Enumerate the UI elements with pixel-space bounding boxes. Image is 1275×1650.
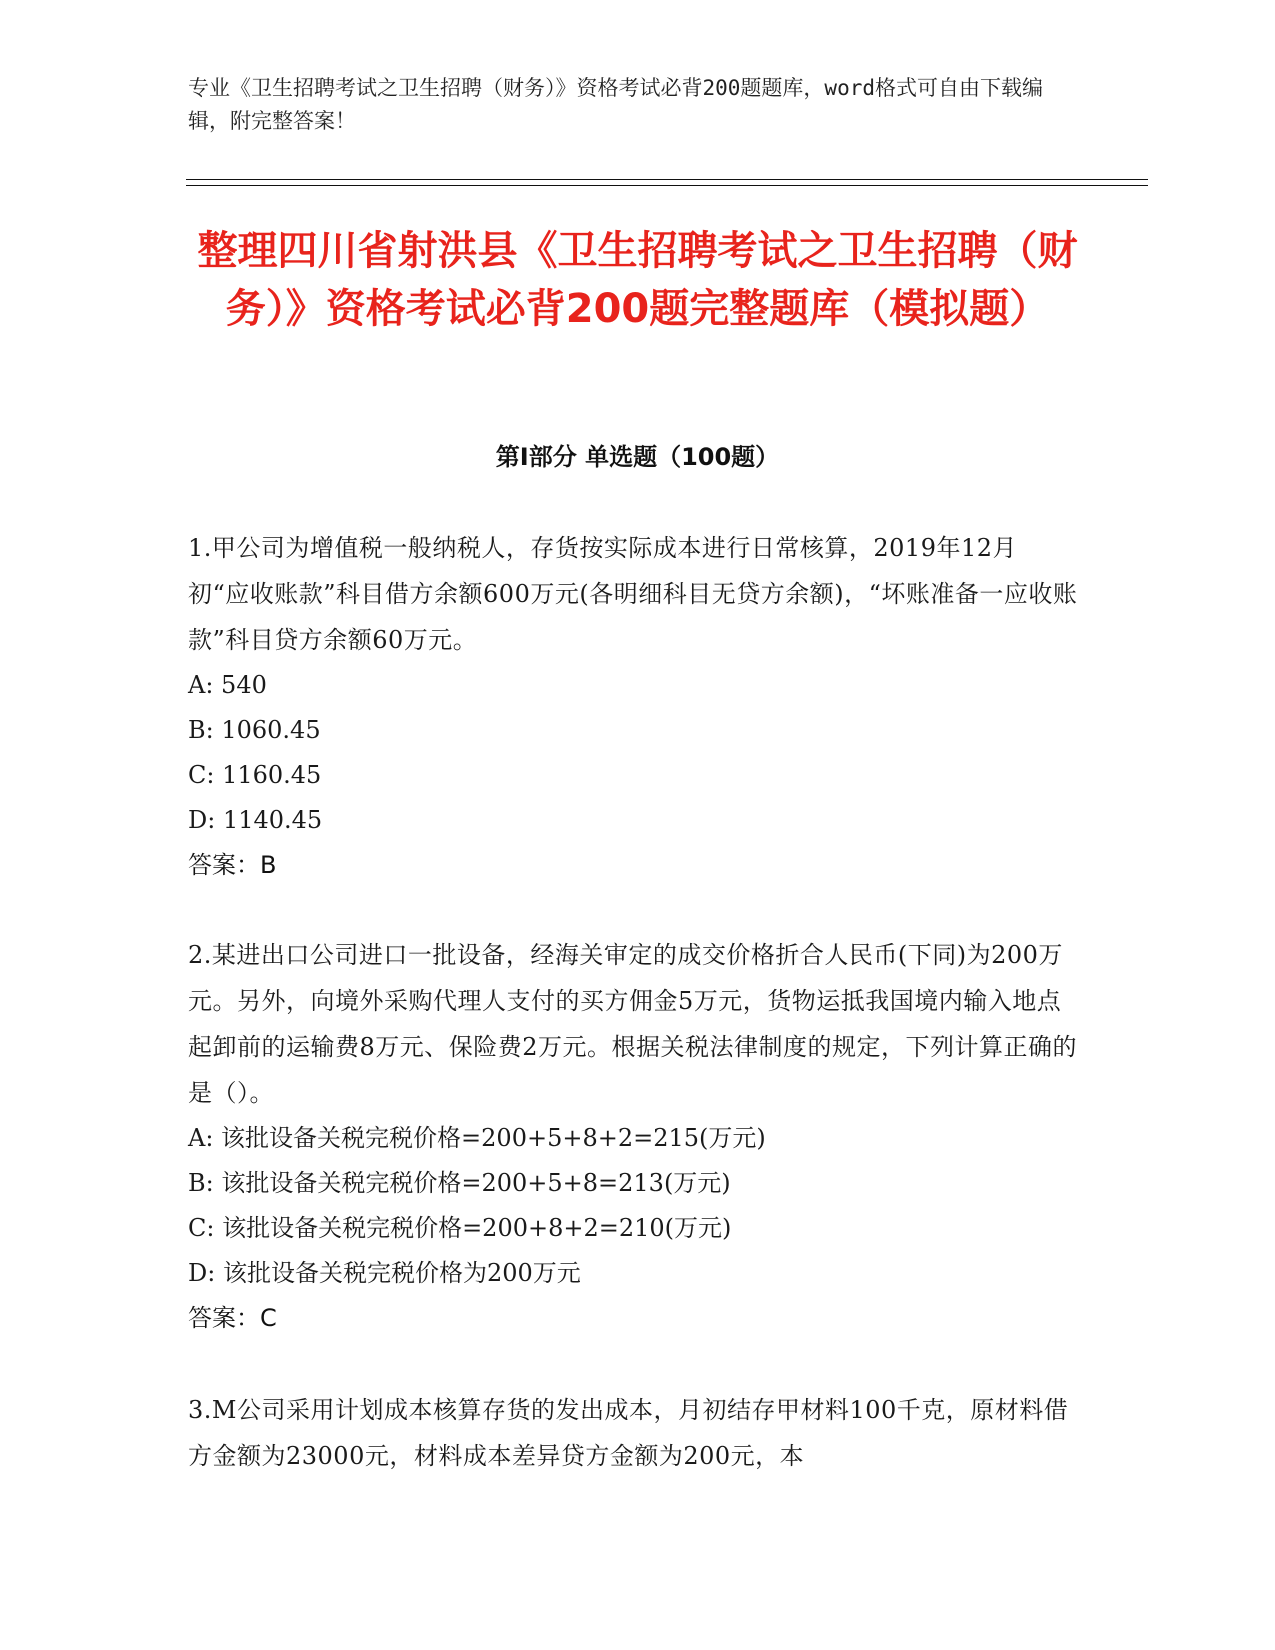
option-d: D: 该批设备关税完税价格为200万元: [188, 1259, 581, 1287]
question-stem: 2.某进出口公司进口一批设备，经海关审定的成交价格折合人民币(下同)为200万元。另外，向境外采购代理人支付的买方佣金5万元，货物运抵我国境内输入地点起卸前的运输费8万元、保险费2万元。根据关税法律制度的规定，下列计算正确的是（）。: [188, 941, 1078, 1107]
question-2: [188, 932, 1078, 1341]
question-3: [188, 1387, 1078, 1479]
answer-line: 答案：C: [188, 1304, 277, 1332]
option-b: B: 该批设备关税完税价格=200+5+8=213(万元): [188, 1169, 731, 1197]
option-c: C: 该批设备关税完税价格=200+8+2=210(万元): [188, 1214, 732, 1242]
option-c: C: 1160.45: [188, 761, 322, 789]
document-title: 整理四川省射洪县《卫生招聘考试之卫生招聘（财务）》资格考试必背200题完整题库（模拟题）: [197, 228, 1078, 332]
question-1: [188, 525, 1078, 888]
section-heading: 第I部分 单选题（100题）: [495, 443, 780, 471]
option-b: B: 1060.45: [188, 716, 321, 744]
option-a: A: 540: [188, 671, 267, 699]
header-divider-top: [186, 179, 1148, 180]
header-note: 专业《卫生招聘考试之卫生招聘（财务）》资格考试必背200题题库，word格式可自由下载编辑，附完整答案！: [188, 76, 1043, 133]
question-stem: 3.M公司采用计划成本核算存货的发出成本，月初结存甲材料100千克，原材料借方金额为23000元，材料成本差异贷方金额为200元，本: [188, 1396, 1069, 1470]
option-d: D: 1140.45: [188, 806, 323, 834]
option-a: A: 该批设备关税完税价格=200+5+8+2=215(万元): [188, 1124, 766, 1152]
question-stem: 1.甲公司为增值税一般纳税人，存货按实际成本进行日常核算，2019年12月初“应收账款”科目借方余额600万元(各明细科目无贷方余额)，“坏账准备一应收账款”科目贷方余额60万元。: [188, 534, 1078, 654]
header-divider-bottom: [186, 185, 1148, 186]
answer-line: 答案：B: [188, 851, 277, 879]
